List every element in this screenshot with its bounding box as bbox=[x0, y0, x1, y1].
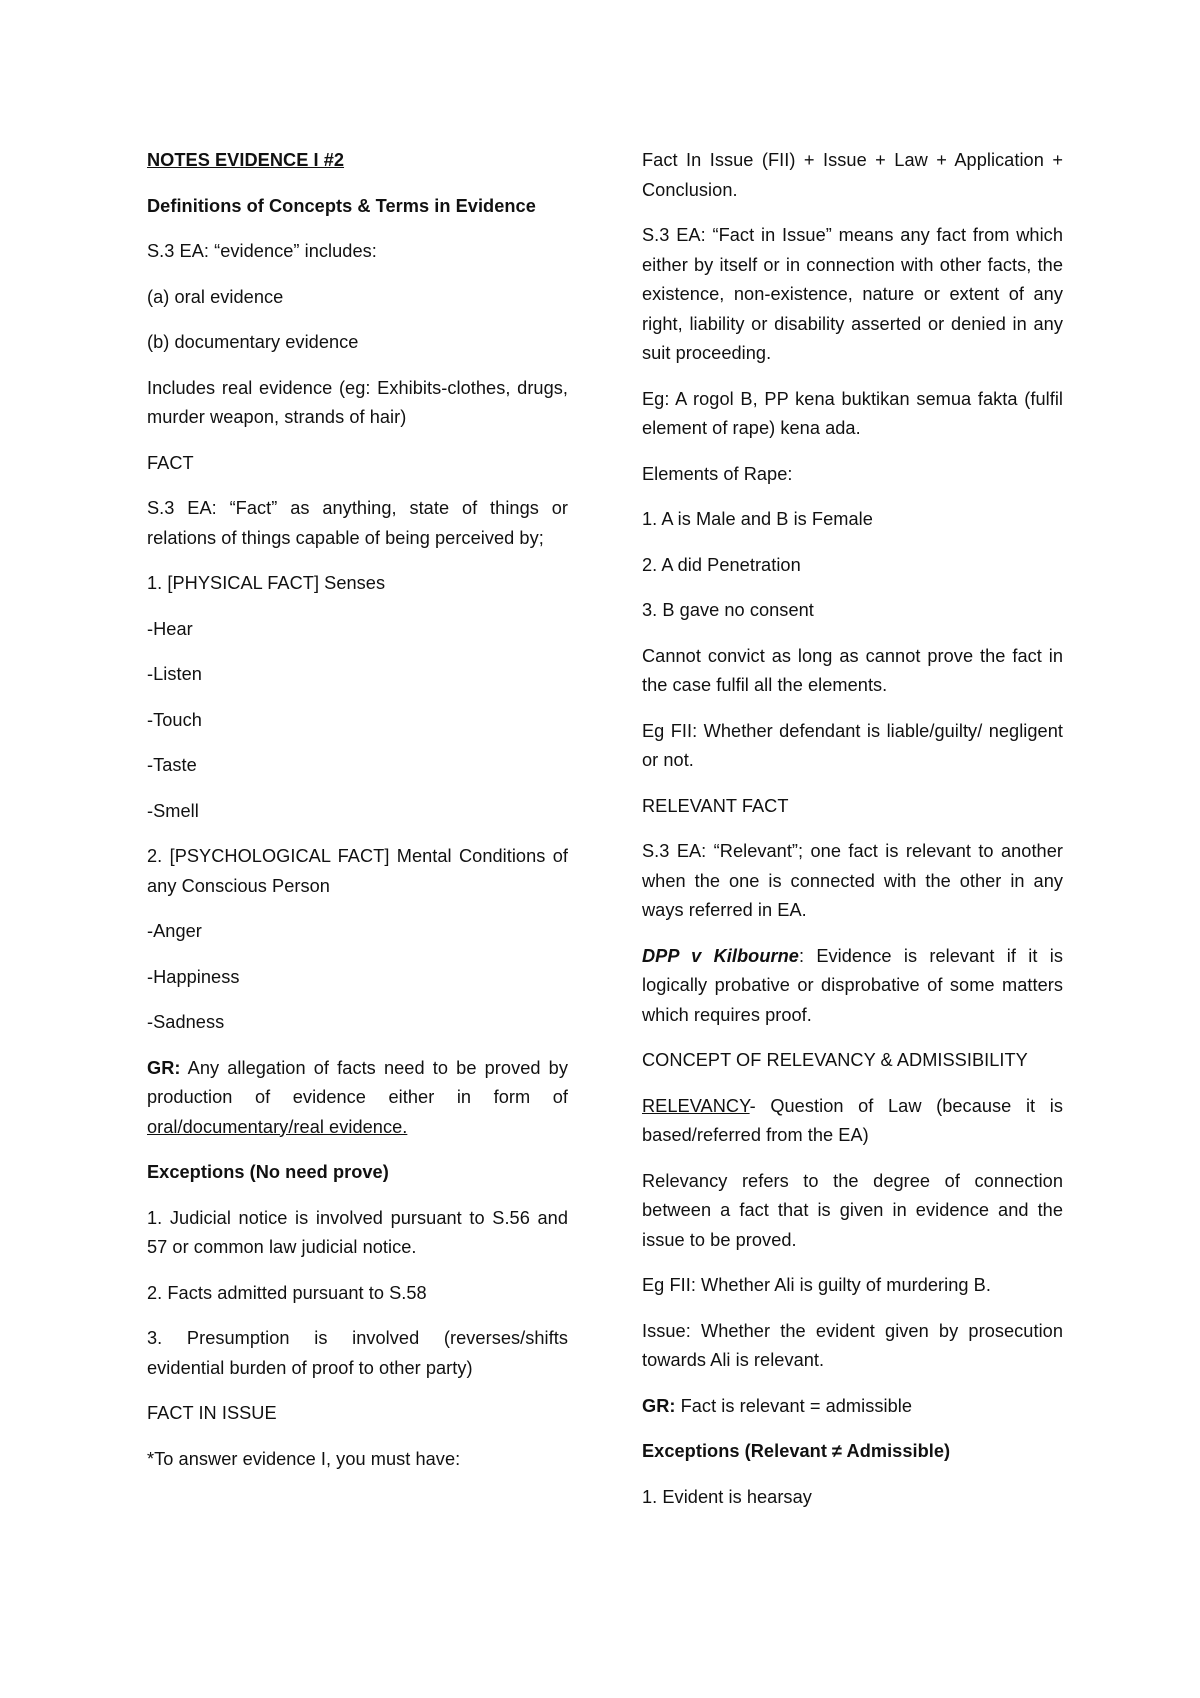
gr-label: GR: bbox=[642, 1395, 676, 1416]
paragraph: S.3 EA: “evidence” includes: bbox=[147, 241, 377, 261]
paragraph: Relevancy refers to the degree of connection between a fact that is given in evidence and the issue to be proved. bbox=[642, 1170, 1063, 1250]
list-item: -Listen bbox=[147, 664, 202, 684]
list-item: 2. Facts admitted pursuant to S.58 bbox=[147, 1282, 427, 1303]
paragraph-general-rule bbox=[642, 1392, 1063, 1422]
document-title: NOTES EVIDENCE I #2 bbox=[147, 150, 345, 170]
section-heading: Definitions of Concepts & Terms in Evidence bbox=[147, 195, 536, 216]
relevancy-text: - Question of Law (because it is based/referred from the EA) bbox=[642, 1095, 1063, 1145]
paragraph: Eg FII: Whether defendant is liable/guilty/ negligent or not. bbox=[642, 720, 1063, 770]
case-text: : Evidence is relevant if it is logically probative or disprobative of some matters which requires proof. bbox=[642, 945, 1063, 1025]
paragraph: S.3 EA: “Fact in Issue” means any fact from which either by itself or in connection with other facts, the existence, non-existence, nature or extent of any right, liability or disability asserted or denied in any suit proceeding. bbox=[642, 225, 1063, 363]
list-item: 1. [PHYSICAL FACT] Senses bbox=[147, 573, 386, 593]
paragraph: (b) documentary evidence bbox=[147, 332, 359, 352]
list-item: 1. A is Male and B is Female bbox=[642, 509, 873, 529]
gr-text: Any allegation of facts need to be proved by production of evidence either in form of bbox=[147, 1057, 568, 1107]
list-item: -Happiness bbox=[147, 966, 240, 987]
paragraph-general-rule bbox=[147, 1054, 568, 1143]
paragraph-relevancy bbox=[642, 1092, 1063, 1151]
subheading-relevant-fact: RELEVANT FACT bbox=[642, 795, 789, 816]
list-item: -Anger bbox=[147, 921, 202, 941]
paragraph: Fact In Issue (FII) + Issue + Law + Application + Conclusion. bbox=[642, 150, 1063, 200]
list-item: 3. Presumption is involved (reverses/shifts evidential burden of proof to other party) bbox=[147, 1328, 568, 1378]
paragraph: Includes real evidence (eg: Exhibits-clothes, drugs, murder weapon, strands of hair) bbox=[147, 377, 568, 427]
paragraph: Cannot convict as long as cannot prove the fact in the case fulfil all the elements. bbox=[642, 645, 1063, 695]
list-item: -Taste bbox=[147, 755, 197, 775]
paragraph-case bbox=[642, 942, 1063, 1031]
list-item: 2. A did Penetration bbox=[642, 554, 801, 575]
gr-text: Fact is relevant = admissible bbox=[675, 1395, 913, 1416]
subheading-fact: FACT bbox=[147, 452, 194, 473]
case-name: DPP v Kilbourne bbox=[642, 945, 799, 966]
subheading-relevancy: CONCEPT OF RELEVANCY & ADMISSIBILITY bbox=[642, 1050, 1028, 1070]
paragraph: Elements of Rape: bbox=[642, 463, 793, 484]
list-item: -Hear bbox=[147, 618, 193, 639]
paragraph: S.3 EA: “Fact” as anything, state of things or relations of things capable of being perceived by; bbox=[147, 498, 568, 548]
list-item: -Smell bbox=[147, 800, 199, 821]
relevancy-label: RELEVANCY bbox=[642, 1095, 750, 1116]
gr-label: GR: bbox=[147, 1057, 181, 1078]
subheading-fact-in-issue: FACT IN ISSUE bbox=[147, 1403, 277, 1423]
left-column bbox=[147, 146, 568, 1490]
list-item: -Sadness bbox=[147, 1012, 225, 1032]
paragraph: Issue: Whether the evident given by prosecution towards Ali is relevant. bbox=[642, 1320, 1063, 1370]
paragraph: S.3 EA: “Relevant”; one fact is relevant to another when the one is connected with the other in any ways referred in EA. bbox=[642, 841, 1063, 920]
exceptions-heading: Exceptions (Relevant ≠ Admissible) bbox=[642, 1441, 951, 1461]
right-column bbox=[642, 146, 1063, 1528]
list-item: 2. [PSYCHOLOGICAL FACT] Mental Conditions of any Conscious Person bbox=[147, 846, 568, 896]
list-item: 1. Judicial notice is involved pursuant to S.56 and 57 or common law judicial notice. bbox=[147, 1207, 568, 1257]
paragraph: (a) oral evidence bbox=[147, 286, 284, 307]
paragraph: *To answer evidence I, you must have: bbox=[147, 1448, 461, 1469]
list-item: -Touch bbox=[147, 709, 202, 730]
paragraph: Eg FII: Whether Ali is guilty of murdering B. bbox=[642, 1275, 991, 1295]
gr-underlined-text: oral/documentary/real evidence. bbox=[147, 1116, 408, 1137]
exceptions-heading: Exceptions (No need prove) bbox=[147, 1162, 389, 1182]
list-item: 1. Evident is hearsay bbox=[642, 1486, 812, 1507]
paragraph: Eg: A rogol B, PP kena buktikan semua fakta (fulfil element of rape) kena ada. bbox=[642, 388, 1063, 438]
list-item: 3. B gave no consent bbox=[642, 600, 814, 620]
